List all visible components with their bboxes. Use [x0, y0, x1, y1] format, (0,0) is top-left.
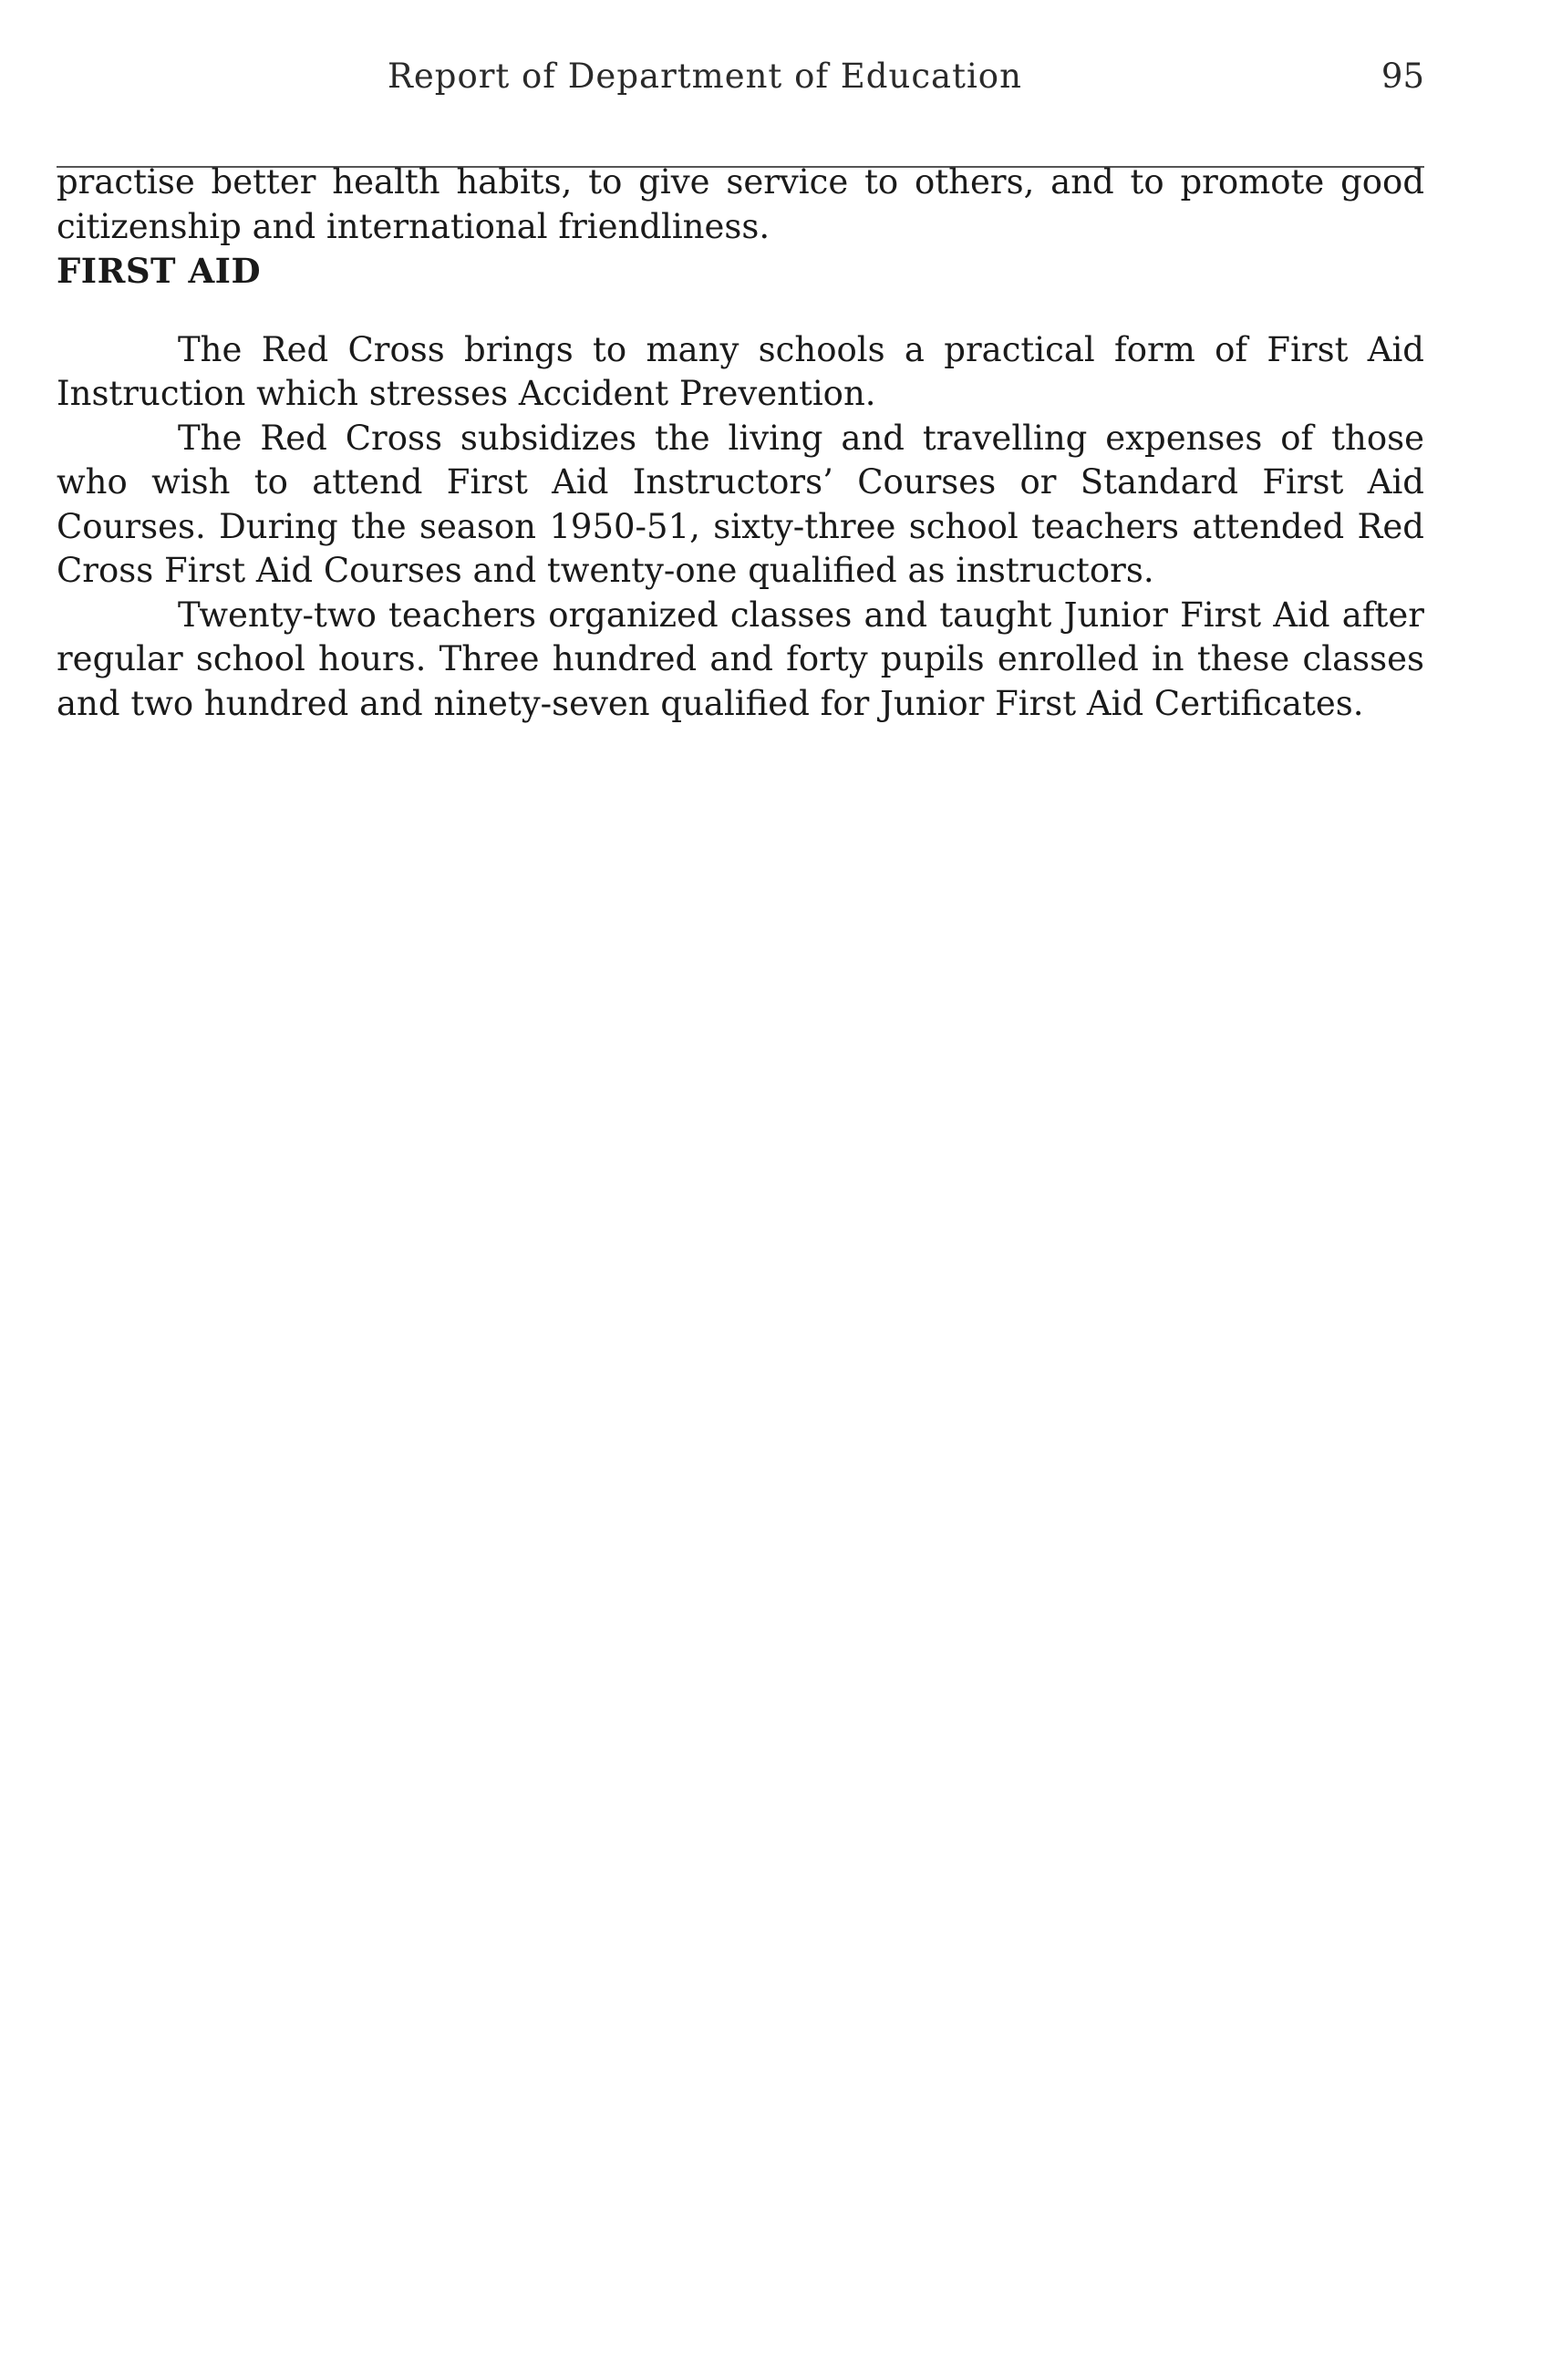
paragraph-first-aid-instruction: The Red Cross brings to many schools a practical form of First Aid Instruction which stresses Accident Prevention. — [57, 329, 1424, 413]
page-number: 95 — [1381, 57, 1424, 96]
running-head — [57, 53, 1424, 108]
document-page — [57, 0, 1424, 2380]
running-head-title: Report of Department of Education — [388, 57, 1022, 96]
continued-paragraph: practise better health habits, to give service to others, and to promote good citizenship and international friendliness. — [57, 162, 1424, 246]
paragraph-red-cross-subsidies: The Red Cross subsidizes the living and travelling expenses of those who wish to attend First Aid Instructors’ Courses or Standard First Aid Courses. During the season 1950-51, sixty-three school teachers attended Red Cross First Aid Courses and twenty-one qualified as instructors. — [57, 418, 1424, 590]
paragraph-junior-first-aid: Twenty-two teachers organized classes and taught Junior First Aid after regular school hours. Three hundred and forty pupils enrolled in these classes and two hundred and ninety-seven qualified for Junior First Aid Certificates. — [57, 595, 1424, 723]
section-heading-first-aid: FIRST AID — [57, 251, 262, 291]
body-text — [57, 160, 1424, 726]
